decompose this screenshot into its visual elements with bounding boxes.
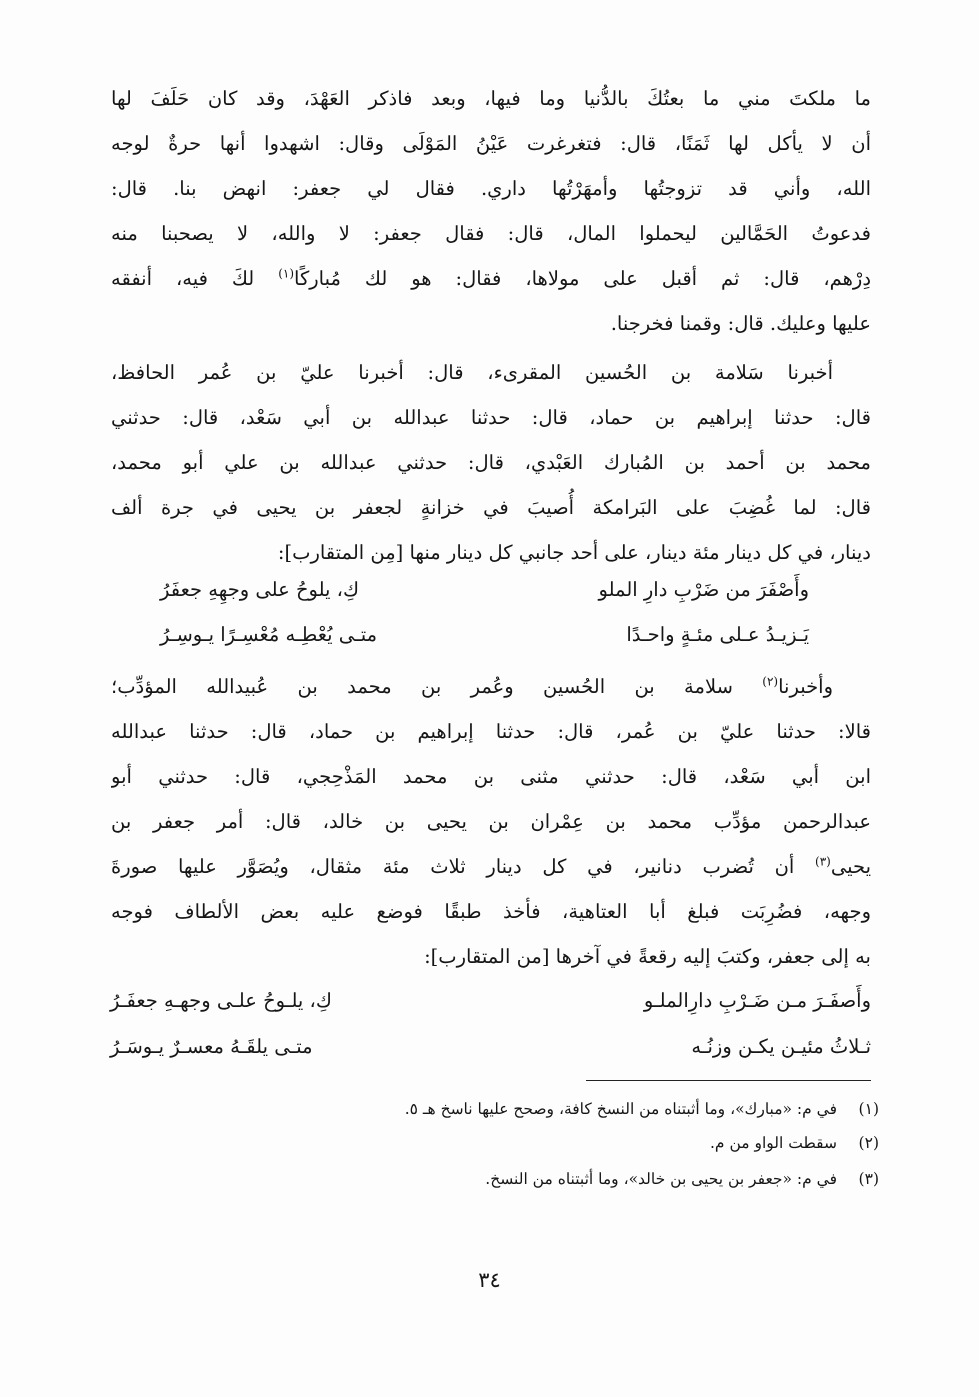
text-line: فدعوتُ الحَمَّالين ليحملوا المال، قال: فقال جعفر: لا والله، لا يصحبنا منه <box>111 222 871 245</box>
verse-hemistich: كِ، يلوحُ على وجهِهِ جعفَرُ <box>160 578 360 601</box>
text-line: أخبرنا سَلامة بن الحُسين المقرىء، قال: أخبرنا عليّ بن عُمر الحافظ، <box>111 361 833 384</box>
text-segment: يحيى <box>830 855 871 878</box>
text-segment: أن تُضرب دنانير، في كل دينار ثلاث مئة مثقال، ويُصَوَّر عليها صورةَ <box>111 855 816 878</box>
text-line: أن لا يأكل لها ثَمَنًا، قال: فتغرغرت عَيْنُ المَوْلَى وقال: اشهدوا أنها حرةٌ لوجه <box>111 132 871 155</box>
page-number: ٣٤ <box>478 1268 501 1292</box>
verse-hemistich: يَـزيـدُ عـلى مئـةٍ واحـدًا <box>626 623 809 646</box>
verse-hemistich: وأَصفَـرَ مـن ضَـرْبِ دارِالملـو <box>643 989 871 1012</box>
text-line <box>111 256 871 302</box>
text-line: الله، وأني قد تزوجتُها وأمهَرْتُها داري. فقال لي جعفر: انهض بنا. قال: <box>111 177 871 200</box>
text-line: دينار، في كل دينار مئة دينار، على أحد جانبي كل دينار منها [مِن المتقارب]: <box>277 541 871 564</box>
footnote-text: في م: «جعفر بن يحيى بن خالد»، وما أثبتناه من النسخ. <box>485 1170 837 1188</box>
footnote-number: (٢) <box>858 1134 879 1152</box>
verse-hemistich: ثـلاثُ مئيـن يكـن وزنُـه <box>691 1035 871 1058</box>
footnote-text: في م: «مبارك»، وما أثبتناه من النسخ كافة، وصحح عليها ناسخ هـ ٥. <box>404 1100 837 1118</box>
text-line: عليها وعليك. قال: وقمنا فخرجنا. <box>610 312 871 335</box>
text-segment: دِرْهم، قال: ثم أقبل على مولاها، فقال: هو لك مُباركًا <box>294 267 871 290</box>
text-line: ما ملكتَ مني ما بعتُكَ بالدُّنيا وما فيها، وبعد فاذكر العَهْدَ، وقد كان حَلَفَ لها <box>111 87 871 110</box>
text-line: عبدالرحمن مؤدِّب محمد بن عِمْران بن يحيى بن خالد، قال: أمر جعفر بن <box>111 810 871 833</box>
footnote-item <box>179 1092 879 1126</box>
footnote-number: (١) <box>858 1100 879 1118</box>
verse-hemistich: وأَصْفَرَ من ضَرْبِ دارِ الملو <box>598 578 809 601</box>
footnote-divider <box>586 1080 871 1081</box>
text-segment: سلامة بن الحُسين وعُمر بن محمد بن عُبيدالله المؤدِّب؛ <box>111 675 763 698</box>
verse-hemistich: متـى يلقَـهُ معسـرٌ يـوسَـرُ <box>110 1035 313 1058</box>
footnote-marker[interactable]: (٢) <box>762 674 779 689</box>
text-segment: لكَ فيه، أنفقه <box>111 267 279 290</box>
text-line: وجهه، فضُرِبَت فبلغ أبا العتاهية، فأخذ طبقًا فوضع عليه بعض الألطاف فوجه <box>111 900 871 923</box>
text-line <box>111 844 871 890</box>
text-line: قالا: حدثنا عليّ بن عُمر، قال: حدثنا إبراهيم بن حماد، قال: حدثنا عبدالله <box>111 720 871 743</box>
text-line: قال: حدثنا إبراهيم بن حماد، قال: حدثنا عبدالله بن أبي سَعْد، قال: حدثني <box>111 406 871 429</box>
text-segment: وأخبرنا <box>778 675 833 698</box>
footnote-item <box>179 1126 879 1160</box>
text-line <box>111 664 871 710</box>
footnote-marker[interactable]: (١) <box>278 266 295 281</box>
text-line: به إلى جعفر، وكتبَ إليه رقعةً في آخرها [من المتقارب]: <box>424 945 871 968</box>
verse-hemistich: متـى يُعْطِـه مُعْسِـرًا يـوسِـرُ <box>160 623 378 646</box>
verse-hemistich: كِ، يلـوحُ علـى وجهـهِ جعفَـرُ <box>110 989 332 1012</box>
text-line: قال: لما غُضِبَ على البَرامكة أُصيبَ في خزانةٍ لجعفر بن يحيى في جرة ألف <box>111 496 871 519</box>
footnote-item <box>179 1162 879 1196</box>
footnote-text: سقطت الواو من م. <box>710 1134 837 1152</box>
text-line: محمد بن أحمد بن المُبارك العَبْدي، قال: حدثني عبدالله بن علي أبو محمد، <box>111 451 871 474</box>
footnote-number: (٣) <box>858 1170 879 1188</box>
text-line: ابن أبي سَعْد، قال: حدثني مثنى بن محمد المَذْحِجي، قال: حدثني أبو <box>111 765 871 788</box>
footnote-marker[interactable]: (٣) <box>815 854 831 869</box>
